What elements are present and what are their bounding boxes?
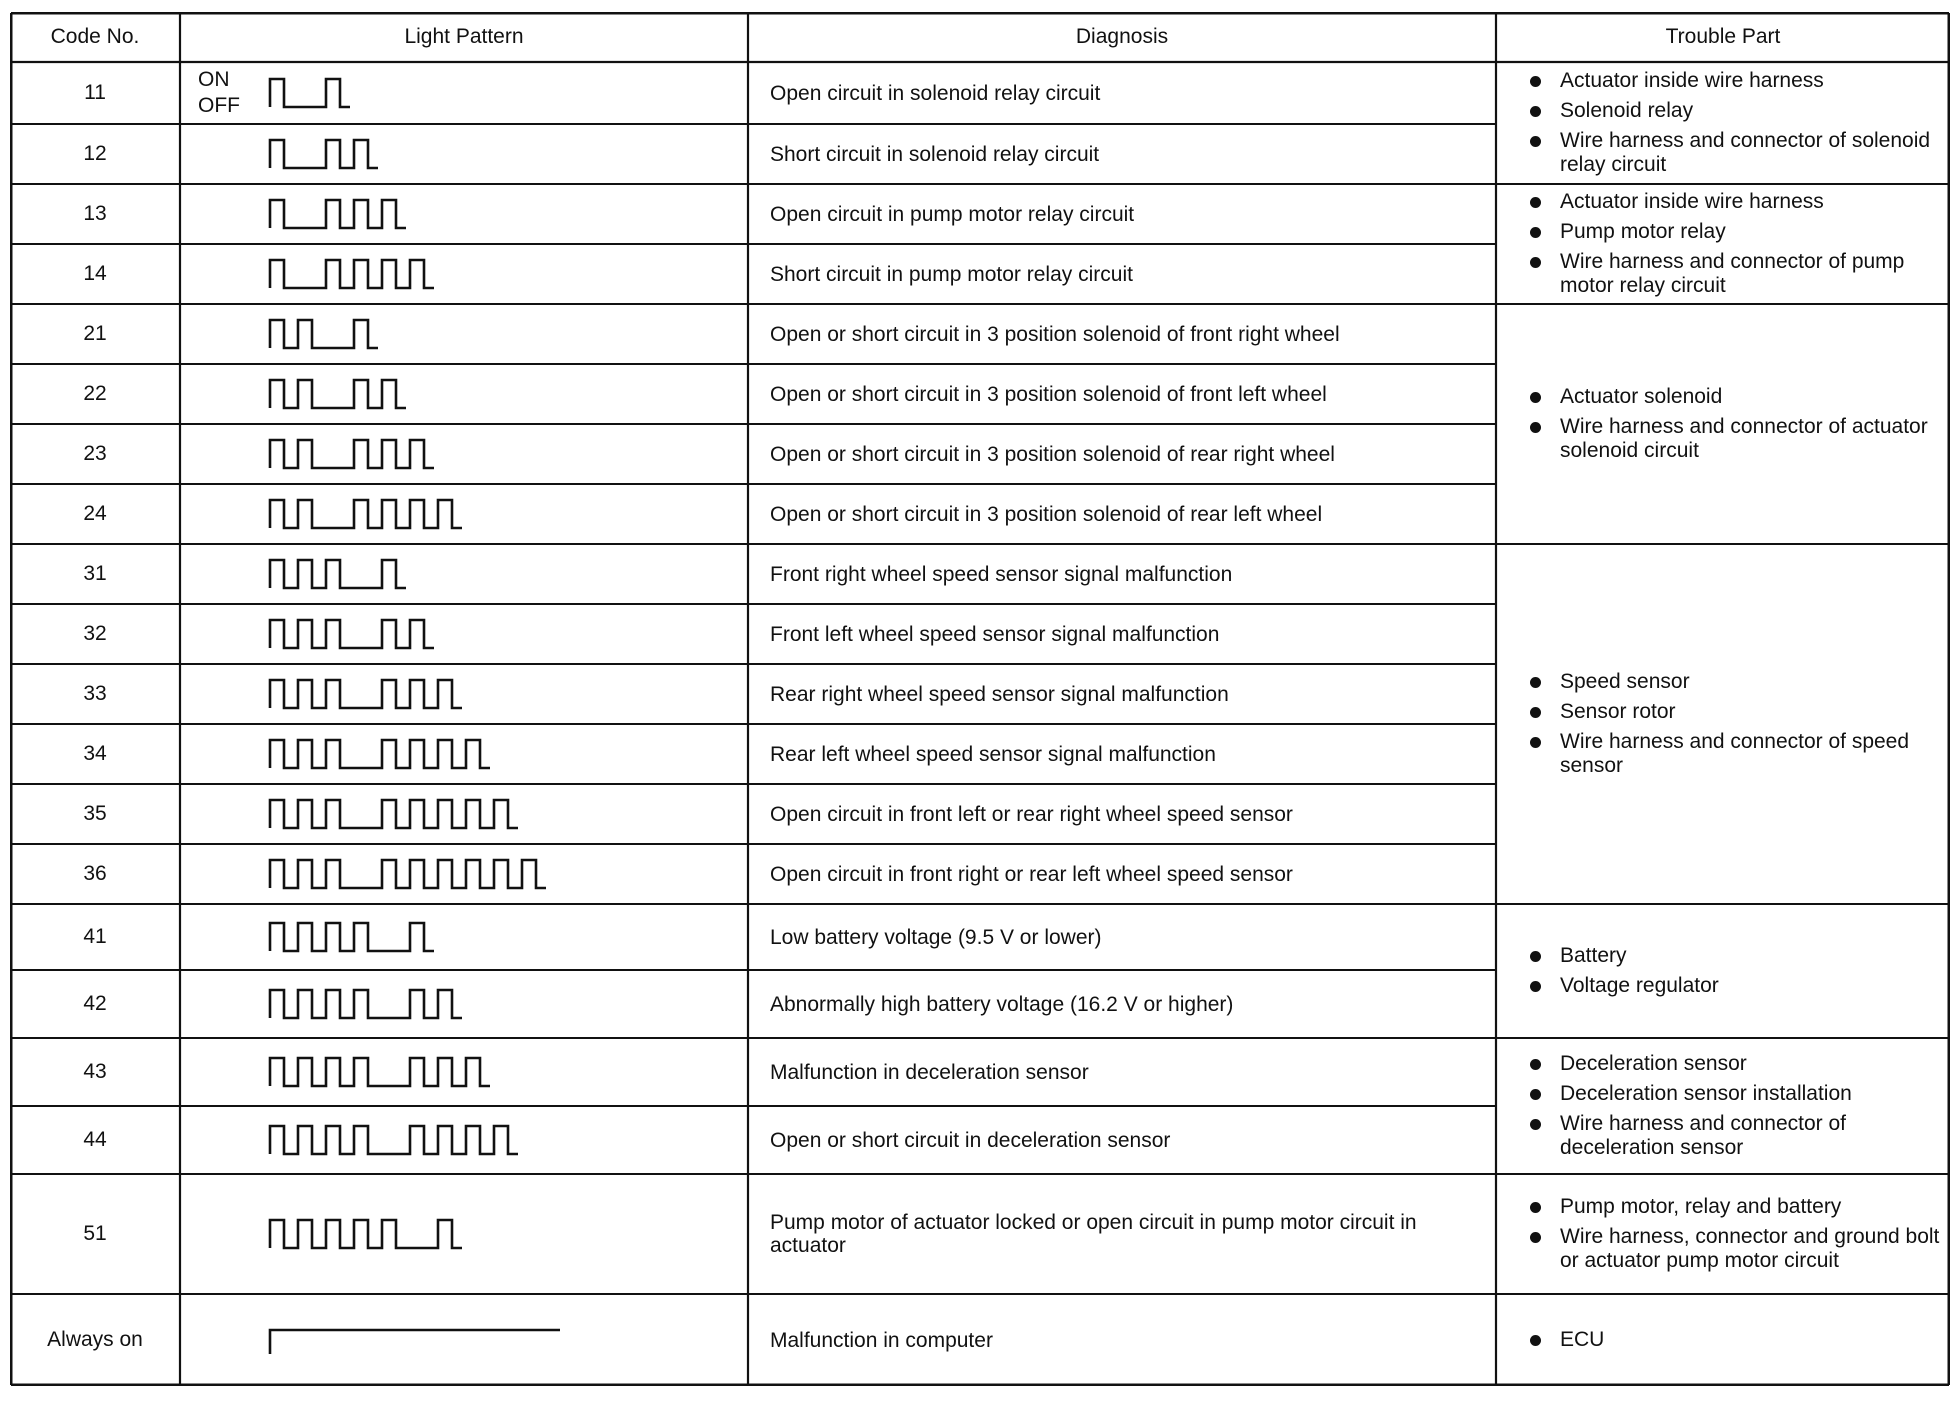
trouble-part-item: ECU	[1526, 1328, 1950, 1352]
light-pattern-waveform	[270, 1126, 518, 1154]
pattern-on-label: ON	[198, 68, 230, 91]
code-number: 22	[83, 382, 107, 405]
diagnosis-text: Malfunction in deceleration sensor	[770, 1060, 1089, 1084]
code-number: 36	[83, 862, 107, 885]
trouble-part-item: Deceleration sensor installation	[1526, 1082, 1950, 1106]
trouble-part-item: Pump motor relay	[1526, 220, 1950, 244]
diagnosis-text: Front right wheel speed sensor signal malfunction	[770, 562, 1233, 586]
diagnosis-text: Rear right wheel speed sensor signal malfunction	[770, 682, 1229, 706]
code-number: 43	[83, 1060, 107, 1083]
code-number: 23	[83, 442, 107, 465]
trouble-part-item: Pump motor, relay and battery	[1526, 1195, 1950, 1219]
light-pattern-waveform	[270, 680, 462, 708]
diagnosis-text: Abnormally high battery voltage (16.2 V or higher)	[770, 992, 1234, 1016]
diagnosis-text: Malfunction in computer	[770, 1328, 993, 1352]
code-number: 32	[83, 622, 107, 645]
trouble-part-item: Actuator inside wire harness	[1526, 69, 1950, 93]
light-pattern-waveform	[270, 800, 518, 828]
trouble-part-item: Voltage regulator	[1526, 974, 1950, 998]
header-code-no: Code No.	[50, 25, 140, 48]
code-number: 34	[83, 742, 107, 765]
trouble-part-item: Solenoid relay	[1526, 99, 1950, 123]
diagnostic-code-table	[10, 12, 1950, 1386]
light-pattern-waveform	[270, 320, 378, 348]
trouble-part-item: Wire harness and connector of deceleration sensor	[1526, 1112, 1950, 1160]
code-number: 24	[83, 502, 107, 525]
light-pattern-waveform	[270, 140, 378, 168]
light-pattern-waveform	[270, 79, 350, 107]
trouble-part-item: Sensor rotor	[1526, 700, 1950, 724]
header-diagnosis: Diagnosis	[1075, 25, 1169, 48]
light-pattern-waveform	[270, 620, 434, 648]
trouble-part-group	[1496, 544, 1950, 904]
trouble-part-group	[1496, 184, 1950, 304]
trouble-part-item: Wire harness and connector of speed sensor	[1526, 730, 1950, 778]
light-pattern-waveform	[270, 440, 434, 468]
trouble-part-group	[1496, 904, 1950, 1038]
diagnosis-text: Open circuit in front left or rear right wheel speed sensor	[770, 802, 1293, 826]
code-number: 21	[83, 322, 107, 345]
code-number: 35	[83, 802, 107, 825]
light-pattern-waveform	[270, 740, 490, 768]
trouble-part-group	[1496, 1038, 1950, 1174]
code-number: 44	[83, 1128, 107, 1151]
trouble-part-item: Speed sensor	[1526, 670, 1950, 694]
diagnosis-text: Open or short circuit in deceleration sensor	[770, 1128, 1171, 1152]
trouble-part-group	[1496, 62, 1950, 184]
diagnosis-text: Short circuit in solenoid relay circuit	[770, 142, 1100, 166]
code-number: 33	[83, 682, 107, 705]
diagnosis-text: Low battery voltage (9.5 V or lower)	[770, 925, 1102, 949]
light-pattern-waveform	[270, 1058, 490, 1086]
trouble-part-item: Wire harness, connector and ground bolt or actuator pump motor circuit	[1526, 1225, 1950, 1273]
diagnosis-text: Front left wheel speed sensor signal malfunction	[770, 622, 1220, 646]
code-number: 41	[83, 925, 107, 948]
diagnosis-text: Open circuit in solenoid relay circuit	[770, 81, 1101, 105]
header-light-pattern: Light Pattern	[404, 25, 524, 48]
trouble-part-group	[1496, 1294, 1950, 1386]
light-pattern-waveform	[270, 860, 546, 888]
code-number: 13	[83, 202, 107, 225]
diagnosis-text: Open or short circuit in 3 position solenoid of front left wheel	[770, 382, 1327, 406]
light-pattern-waveform	[270, 200, 406, 228]
diagnosis-text: Open circuit in pump motor relay circuit	[770, 202, 1135, 226]
trouble-part-item: Wire harness and connector of pump motor relay circuit	[1526, 250, 1950, 298]
code-number: Always on	[47, 1328, 143, 1351]
light-pattern-waveform	[270, 1220, 462, 1248]
code-number: 51	[83, 1222, 107, 1245]
light-pattern-waveform	[270, 500, 462, 528]
code-number: 31	[83, 562, 107, 585]
light-pattern-waveform	[270, 1330, 560, 1354]
diagnosis-text: Open or short circuit in 3 position solenoid of rear left wheel	[770, 502, 1323, 526]
diagnosis-text: Rear left wheel speed sensor signal malfunction	[770, 742, 1216, 766]
trouble-part-item: Actuator inside wire harness	[1526, 190, 1950, 214]
pattern-off-label: OFF	[198, 94, 240, 117]
code-number: 14	[83, 262, 107, 285]
trouble-part-item: Wire harness and connector of actuator solenoid circuit	[1526, 415, 1950, 463]
trouble-part-item: Battery	[1526, 944, 1950, 968]
code-number: 12	[83, 142, 107, 165]
diagnosis-text: Open circuit in front right or rear left wheel speed sensor	[770, 862, 1293, 886]
light-pattern-waveform	[270, 380, 406, 408]
code-number: 42	[83, 992, 107, 1015]
trouble-part-item: Deceleration sensor	[1526, 1052, 1950, 1076]
header-trouble-part: Trouble Part	[1665, 25, 1781, 48]
diagnosis-text: Open or short circuit in 3 position solenoid of rear right wheel	[770, 442, 1335, 466]
trouble-part-item: Wire harness and connector of solenoid relay circuit	[1526, 129, 1950, 177]
trouble-part-group	[1496, 304, 1950, 544]
trouble-part-group	[1496, 1174, 1950, 1294]
light-pattern-waveform	[270, 923, 434, 951]
diagnosis-text: Open or short circuit in 3 position solenoid of front right wheel	[770, 322, 1340, 346]
code-number: 11	[84, 81, 106, 104]
light-pattern-waveform	[270, 560, 406, 588]
light-pattern-waveform	[270, 260, 434, 288]
trouble-part-item: Actuator solenoid	[1526, 385, 1950, 409]
light-pattern-waveform	[270, 990, 462, 1018]
diagnosis-text: Short circuit in pump motor relay circuit	[770, 262, 1133, 286]
diagnosis-text: Pump motor of actuator locked or open circuit in pump motor circuit in actuator	[770, 1211, 1417, 1257]
